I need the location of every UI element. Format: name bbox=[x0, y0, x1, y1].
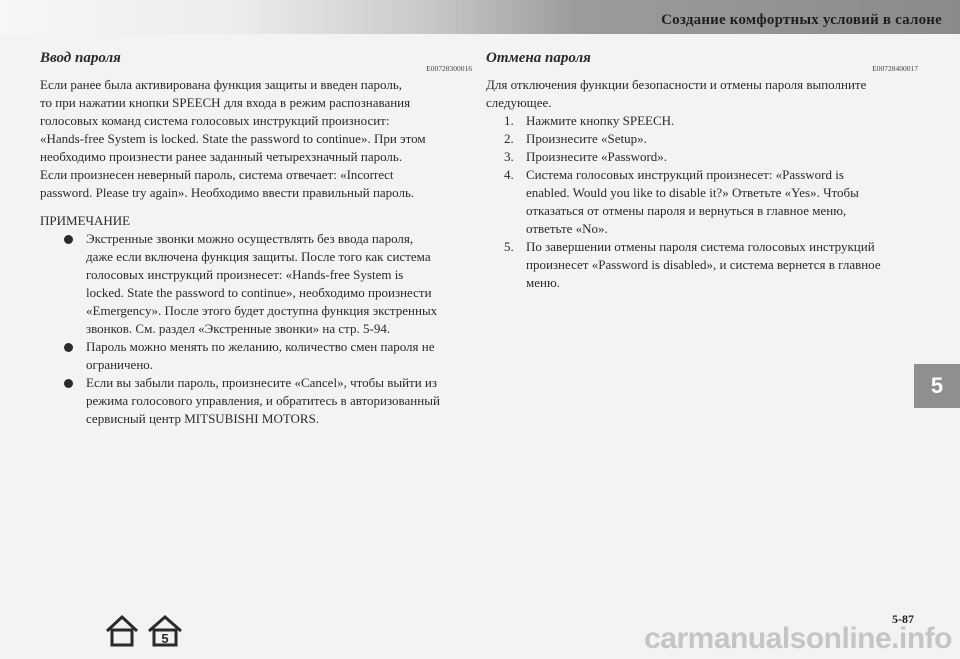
bullet-icon bbox=[64, 235, 73, 244]
note-list bbox=[40, 230, 472, 428]
list-item bbox=[40, 374, 472, 428]
text-line: «Emergency». После этого будет доступна функция экстренных bbox=[86, 303, 438, 318]
text-line: голосовых инструкций произнесет: «Hands-free System is bbox=[86, 267, 404, 282]
text-line: По завершении отмены пароля система голосовых инструкций bbox=[526, 239, 875, 254]
note-heading: ПРИМЕЧАНИЕ bbox=[40, 213, 131, 228]
text-line: звонков. См. раздел «Экстренные звонки» на стр. 5-94. bbox=[86, 321, 391, 336]
icon-badge-text: 5 bbox=[161, 631, 169, 646]
intro-paragraph bbox=[486, 76, 918, 112]
text-line: даже если включена функция защиты. После того как система bbox=[86, 249, 431, 264]
text-line: Если произнесен неверный пароль, система отвечает: «Incorrect bbox=[40, 167, 394, 182]
list-item bbox=[40, 230, 472, 338]
home-icon[interactable] bbox=[104, 614, 140, 648]
step-number: 4. bbox=[504, 167, 514, 182]
list-item bbox=[486, 112, 918, 130]
text-line: Для отключения функции безопасности и отмены пароля выполните bbox=[486, 77, 867, 92]
right-column bbox=[486, 50, 918, 292]
chapter-tab[interactable]: 5 bbox=[914, 364, 960, 408]
text-line: отказаться от отмены пароля и вернуться в главное меню, bbox=[526, 203, 847, 218]
text-line: следующее. bbox=[486, 95, 552, 110]
bullet-icon bbox=[64, 343, 73, 352]
text-line: Нажмите кнопку SPEECH. bbox=[526, 113, 675, 128]
text-line: Произнесите «Setup». bbox=[526, 131, 647, 146]
footer-nav bbox=[104, 614, 184, 648]
bullet-icon bbox=[64, 379, 73, 388]
text-line: сервисный центр MITSUBISHI MOTORS. bbox=[86, 411, 320, 426]
text-line: ответьте «No». bbox=[526, 221, 608, 236]
section-code: E00728400017 bbox=[872, 64, 918, 73]
text-line: enabled. Would you like to disable it?» Ответьте «Yes». Чтобы bbox=[526, 185, 859, 200]
section-title-password-cancel: Отмена пароля bbox=[486, 50, 591, 66]
section-title-password-entry: Ввод пароля bbox=[40, 50, 121, 66]
body-paragraph bbox=[40, 76, 472, 202]
list-item bbox=[486, 166, 918, 238]
text-line: locked. State the password to continue», необходимо произнести bbox=[86, 285, 432, 300]
list-item bbox=[486, 130, 918, 148]
left-column bbox=[40, 50, 472, 428]
text-line: «Hands-free System is locked. State the password to continue». При этом bbox=[40, 131, 426, 146]
text-line: Пароль можно менять по желанию, количество смен пароля не bbox=[86, 339, 435, 354]
text-line: голосовых команд система голосовых инструкций произносит: bbox=[40, 113, 390, 128]
list-item bbox=[486, 148, 918, 166]
page-header-title: Создание комфортных условий в салоне bbox=[661, 12, 942, 28]
text-line: Произнесите «Password». bbox=[526, 149, 668, 164]
text-line: произнесет «Password is disabled», и система вернется в главное bbox=[526, 257, 881, 272]
text-line: ограничено. bbox=[86, 357, 154, 372]
section-code: E00728300016 bbox=[426, 64, 472, 73]
step-number: 2. bbox=[504, 131, 514, 146]
step-number: 3. bbox=[504, 149, 514, 164]
text-line: Экстренные звонки можно осуществлять без ввода пароля, bbox=[86, 231, 414, 246]
page-number: 5-87 bbox=[892, 612, 914, 626]
text-line: то при нажатии кнопки SPEECH для входа в режим распознавания bbox=[40, 95, 411, 110]
step-number: 1. bbox=[504, 113, 514, 128]
step-number: 5. bbox=[504, 239, 514, 254]
text-line: password. Please try again». Необходимо ввести правильный пароль. bbox=[40, 185, 415, 200]
list-item bbox=[486, 238, 918, 292]
text-line: меню. bbox=[526, 275, 560, 290]
text-line: режима голосового управления, и обратитесь в авторизованный bbox=[86, 393, 440, 408]
text-line: Если вы забыли пароль, произнесите «Cancel», чтобы выйти из bbox=[86, 375, 438, 390]
watermark: carmanualsonline.info bbox=[644, 622, 952, 655]
text-line: Система голосовых инструкций произнесет: «Password is bbox=[526, 167, 844, 182]
text-line: Если ранее была активирована функция защиты и введен пароль, bbox=[40, 77, 403, 92]
list-item bbox=[40, 338, 472, 374]
chapter-home-icon[interactable] bbox=[146, 614, 184, 648]
steps-list bbox=[486, 112, 918, 292]
text-line: необходимо произнести ранее заданный четырехзначный пароль. bbox=[40, 149, 403, 164]
